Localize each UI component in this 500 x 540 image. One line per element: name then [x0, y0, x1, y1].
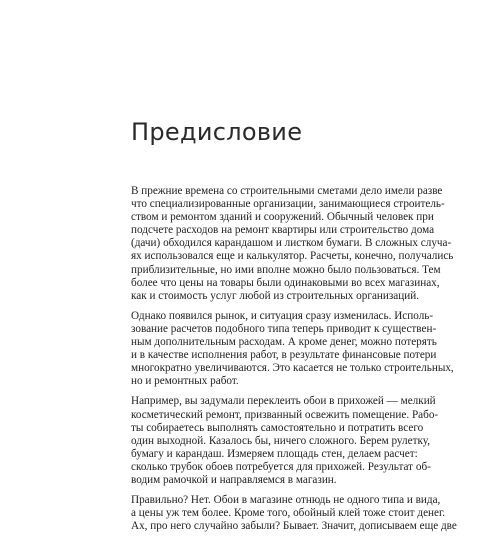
- text-line: что специализированные организации, занимающиеся строитель-: [131, 198, 445, 211]
- text-line: более что цены на товары были одинаковыми во всех магазинах,: [131, 276, 440, 289]
- text-line: Правильно? Нет. Обои в магазине отнюдь не одного типа и вида,: [131, 494, 441, 507]
- text-line: приблизительные, но ими вполне можно было пользоваться. Тем: [131, 263, 441, 276]
- text-line: многократно увеличиваются. Это касается не только строительных,: [131, 362, 454, 375]
- body-text: [131, 185, 457, 540]
- text-line: ях использовался еще и калькулятор. Расчеты, конечно, получались: [131, 250, 454, 263]
- text-line: как и стоимость услуг любой из строительных организаций.: [131, 289, 420, 302]
- text-line: Однако появился рынок, и ситуация сразу изменилась. Исполь-: [131, 309, 434, 322]
- text-line: водим рамочкой и направляемся в магазин.: [131, 473, 337, 486]
- text-line: и в качестве исполнения работ, в результате финансовые потери: [131, 349, 437, 362]
- text-line: В прежние времена со строительными сметами дело имели разве: [131, 185, 443, 197]
- paragraph-3: [131, 395, 439, 487]
- paragraph-1: [131, 185, 454, 303]
- text-line: (дачи) обходился карандашом и листком бумаги. В сложных случа-: [131, 237, 452, 250]
- chapter-heading: Предисловие: [131, 118, 303, 146]
- text-line: бумагу и карандаш. Измеряем площадь стен, делаем расчет:: [131, 447, 418, 460]
- text-line: Например, вы задумали переклеить обои в прихожей — мелкий: [131, 395, 436, 408]
- text-line: ты собираетесь выполнять самостоятельно и потратить всего: [131, 421, 424, 434]
- paragraph-4: [131, 494, 457, 533]
- text-line: подсчете расходов на ремонт квартиры или строительство дома: [131, 224, 435, 237]
- text-line: ным дополнительным расходам. А кроме денег, можно потерять: [131, 336, 437, 349]
- text-line: сколько трубок обоев потребуется для прихожей. Результат об-: [131, 460, 431, 473]
- text-line: но и ремонтных работ.: [131, 375, 239, 388]
- text-line: ством и ремонтом зданий и сооружений. Обычный человек при: [131, 211, 434, 224]
- text-line: один выходной. Казалось бы, ничего сложного. Берем рулетку,: [131, 434, 431, 447]
- paragraph-2: [131, 309, 454, 389]
- text-line: косметический ремонт, призванный освежить помещение. Рабо-: [131, 408, 439, 421]
- text-line: Ах, про него случайно забыли? Бывает. Значит, дописываем еще две: [131, 520, 457, 533]
- text-line: а цены уж тем более. Кроме того, обойный клей тоже стоит денег.: [131, 507, 446, 520]
- text-line: зование расчетов подобного типа теперь приводит к существен-: [131, 322, 437, 335]
